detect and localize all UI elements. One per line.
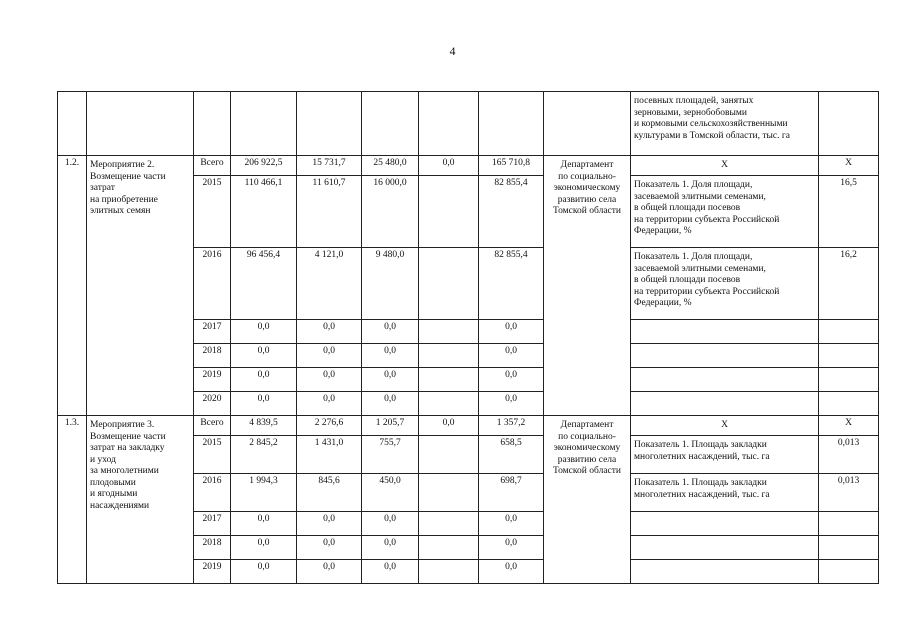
indicator-text <box>631 536 819 560</box>
indicator-value <box>819 344 879 368</box>
federal-cell: 0,0 <box>297 344 362 368</box>
indicator-value <box>819 512 879 536</box>
federal-cell: 11 610,7 <box>297 176 362 248</box>
regional-cell: 755,7 <box>362 436 419 474</box>
federal-cell: 0,0 <box>297 368 362 392</box>
table-row <box>58 416 879 436</box>
cell-federal <box>297 92 362 156</box>
federal-cell: 4 121,0 <box>297 248 362 320</box>
total-cell: 2 845,2 <box>231 436 297 474</box>
total-cell: 206 922,5 <box>231 156 297 176</box>
extra-budget-cell: 165 710,8 <box>479 156 544 176</box>
indicator-value <box>819 560 879 584</box>
indicator-text: Показатель 1. Площадь закладки многолетних насаждений, тыс. га <box>631 436 819 474</box>
indicator-value: X <box>819 156 879 176</box>
cell-value <box>819 92 879 156</box>
indicator-text: Показатель 1. Доля площади, засеваемой элитными семенами, в общей площади посевов на территории субъекта Российской Федерации, % <box>631 248 819 320</box>
total-cell: 0,0 <box>231 368 297 392</box>
cell-year <box>194 92 231 156</box>
indicator-text <box>631 368 819 392</box>
measure-name: Мероприятие 3. Возмещение части затрат на закладку и уход за многолетними плодовыми и ягодными насаждениями <box>87 416 194 584</box>
continuation-row <box>58 92 879 156</box>
indicator-text: Показатель 1. Доля площади, засеваемой элитными семенами, в общей площади посевов на территории субъекта Российской Федерации, % <box>631 176 819 248</box>
extra-budget-cell: 658,5 <box>479 436 544 474</box>
program-table <box>57 91 879 584</box>
page-number: 4 <box>449 44 456 58</box>
regional-cell: 0,0 <box>362 344 419 368</box>
indicator-text: посевных площадей, занятых зерновыми, зернобобовыми и кормовыми сельскохозяйственными культурами в Томской области, тыс. га <box>631 92 819 156</box>
extra-budget-cell: 0,0 <box>479 512 544 536</box>
federal-cell: 2 276,6 <box>297 416 362 436</box>
federal-cell: 1 431,0 <box>297 436 362 474</box>
year-cell: 2015 <box>194 176 231 248</box>
year-cell: 2017 <box>194 512 231 536</box>
local-cell: 0,0 <box>419 156 479 176</box>
year-cell: 2019 <box>194 368 231 392</box>
local-cell <box>419 392 479 416</box>
regional-cell: 0,0 <box>362 560 419 584</box>
extra-budget-cell: 0,0 <box>479 536 544 560</box>
measure-number: 1.3. <box>58 416 87 584</box>
total-cell: 0,0 <box>231 536 297 560</box>
local-cell <box>419 248 479 320</box>
total-cell: 4 839,5 <box>231 416 297 436</box>
indicator-value <box>819 536 879 560</box>
indicator-value <box>819 368 879 392</box>
regional-cell: 25 480,0 <box>362 156 419 176</box>
total-cell: 0,0 <box>231 320 297 344</box>
federal-cell: 0,0 <box>297 536 362 560</box>
local-cell <box>419 536 479 560</box>
extra-budget-cell: 82 855,4 <box>479 176 544 248</box>
measure-number: 1.2. <box>58 156 87 416</box>
indicator-text: Показатель 1. Площадь закладки многолетних насаждений, тыс. га <box>631 474 819 512</box>
local-cell <box>419 344 479 368</box>
local-cell <box>419 474 479 512</box>
indicator-value: 0,013 <box>819 474 879 512</box>
year-cell: 2017 <box>194 320 231 344</box>
regional-cell: 0,0 <box>362 392 419 416</box>
cell-regional <box>362 92 419 156</box>
year-cell: 2015 <box>194 436 231 474</box>
year-cell: 2019 <box>194 560 231 584</box>
cell-local <box>419 92 479 156</box>
regional-cell: 1 205,7 <box>362 416 419 436</box>
total-cell: 0,0 <box>231 512 297 536</box>
regional-cell: 16 000,0 <box>362 176 419 248</box>
year-cell: 2018 <box>194 536 231 560</box>
local-cell <box>419 512 479 536</box>
indicator-text: X <box>631 416 819 436</box>
extra-budget-cell: 0,0 <box>479 320 544 344</box>
total-cell: 1 994,3 <box>231 474 297 512</box>
indicator-value: X <box>819 416 879 436</box>
year-cell: Всего <box>194 416 231 436</box>
extra-budget-cell: 1 357,2 <box>479 416 544 436</box>
indicator-text <box>631 392 819 416</box>
indicator-value <box>819 320 879 344</box>
measure-name: Мероприятие 2. Возмещение части затрат на приобретение элитных семян <box>87 156 194 416</box>
year-cell: 2016 <box>194 474 231 512</box>
regional-cell: 9 480,0 <box>362 248 419 320</box>
cell-name <box>87 92 194 156</box>
year-cell: Всего <box>194 156 231 176</box>
federal-cell: 0,0 <box>297 320 362 344</box>
indicator-text: X <box>631 156 819 176</box>
extra-budget-cell: 0,0 <box>479 560 544 584</box>
federal-cell: 845,6 <box>297 474 362 512</box>
local-cell <box>419 560 479 584</box>
regional-cell: 450,0 <box>362 474 419 512</box>
total-cell: 96 456,4 <box>231 248 297 320</box>
local-cell <box>419 436 479 474</box>
executor: Департамент по социально- экономическому развитию села Томской области <box>544 156 631 416</box>
total-cell: 0,0 <box>231 392 297 416</box>
year-cell: 2018 <box>194 344 231 368</box>
total-cell: 110 466,1 <box>231 176 297 248</box>
cell-extra <box>479 92 544 156</box>
indicator-value: 16,5 <box>819 176 879 248</box>
federal-cell: 0,0 <box>297 392 362 416</box>
local-cell: 0,0 <box>419 416 479 436</box>
indicator-text <box>631 320 819 344</box>
cell-executor <box>544 92 631 156</box>
regional-cell: 0,0 <box>362 320 419 344</box>
total-cell: 0,0 <box>231 560 297 584</box>
local-cell <box>419 320 479 344</box>
extra-budget-cell: 0,0 <box>479 392 544 416</box>
indicator-value: 0,013 <box>819 436 879 474</box>
federal-cell: 0,0 <box>297 560 362 584</box>
regional-cell: 0,0 <box>362 536 419 560</box>
regional-cell: 0,0 <box>362 512 419 536</box>
federal-cell: 15 731,7 <box>297 156 362 176</box>
indicator-value <box>819 392 879 416</box>
extra-budget-cell: 0,0 <box>479 344 544 368</box>
executor: Департамент по социально- экономическому развитию села Томской области <box>544 416 631 584</box>
year-cell: 2020 <box>194 392 231 416</box>
indicator-text <box>631 512 819 536</box>
local-cell <box>419 176 479 248</box>
extra-budget-cell: 698,7 <box>479 474 544 512</box>
cell-total <box>231 92 297 156</box>
total-cell: 0,0 <box>231 344 297 368</box>
extra-budget-cell: 0,0 <box>479 368 544 392</box>
table-row <box>58 156 879 176</box>
indicator-value: 16,2 <box>819 248 879 320</box>
regional-cell: 0,0 <box>362 368 419 392</box>
local-cell <box>419 368 479 392</box>
extra-budget-cell: 82 855,4 <box>479 248 544 320</box>
cell-num <box>58 92 87 156</box>
indicator-text <box>631 344 819 368</box>
federal-cell: 0,0 <box>297 512 362 536</box>
indicator-text <box>631 560 819 584</box>
year-cell: 2016 <box>194 248 231 320</box>
